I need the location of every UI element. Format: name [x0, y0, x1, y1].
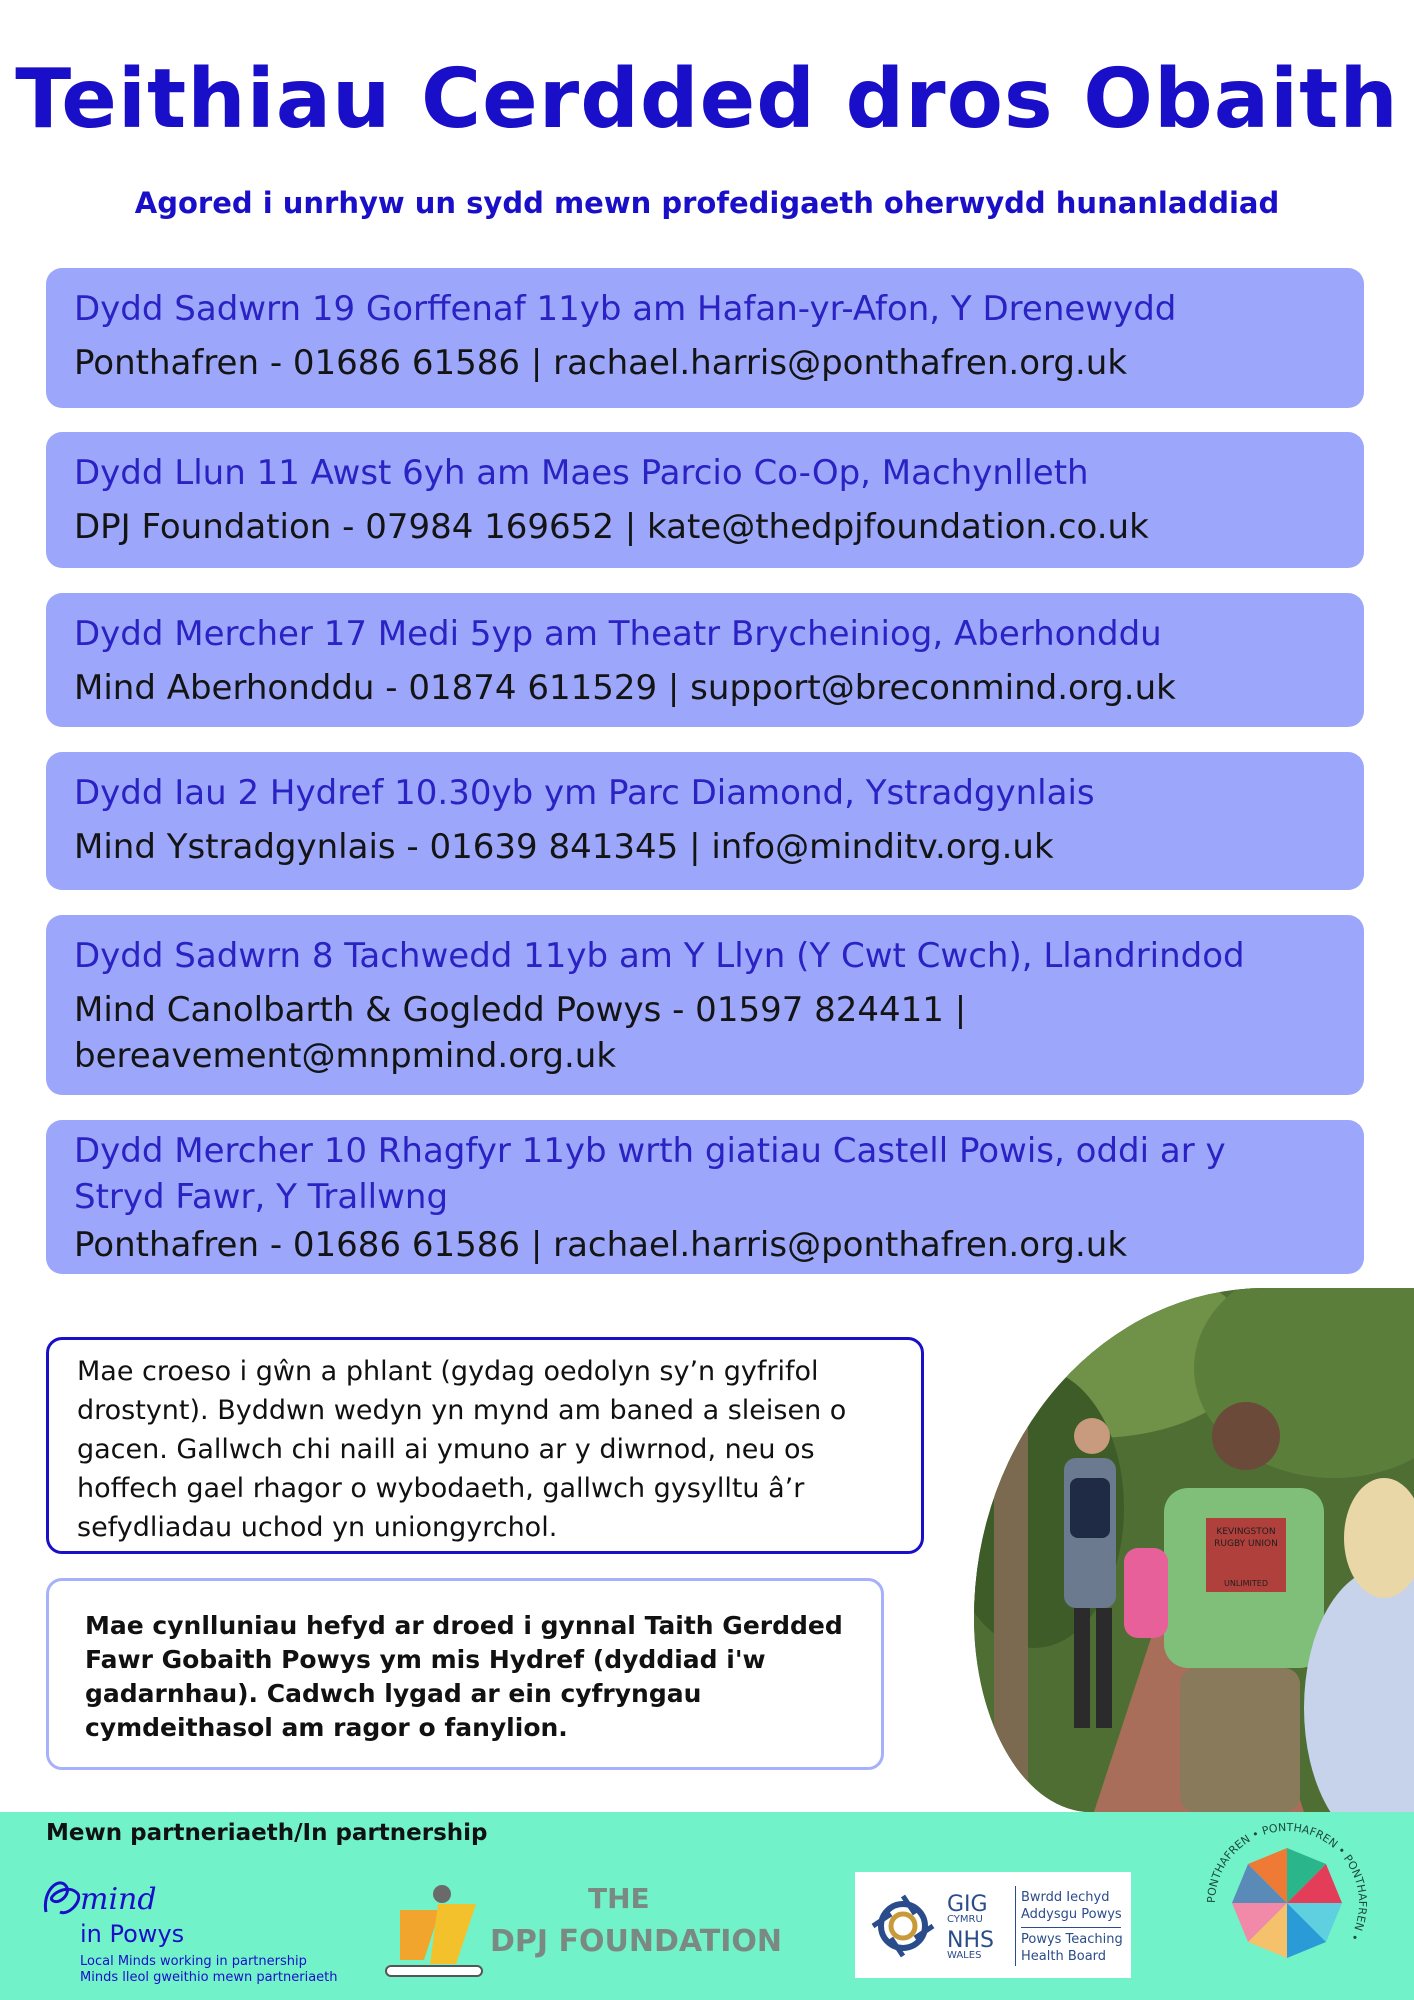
nhs-board-en: Health Board	[1021, 1949, 1107, 1964]
mind-logo-icon	[38, 1872, 84, 1932]
event-contact: Ponthafren - 01686 61586 | rachael.harris@ponthafren.org.uk	[74, 343, 1128, 383]
nhs-divider	[1015, 1886, 1016, 1966]
shirt-text-line: UNLIMITED	[1223, 1579, 1269, 1588]
ponthafren-ring-path: PONTHAFREN • PONTHAFREN • PONTHAFREN •	[1204, 1820, 1370, 1943]
nhs-board-cy: Addysgu Powys	[1021, 1907, 1122, 1922]
event-contact-line: bereavement@mnpmind.org.uk	[74, 1036, 617, 1076]
event-contact: Mind Ystradgynlais - 01639 841345 | info@minditv.org.uk	[74, 827, 1054, 867]
partner-label: Mewn partneriaeth/In partnership	[46, 1820, 488, 1846]
event-contact: DPJ Foundation - 07984 169652 | kate@thedpjfoundation.co.uk	[74, 507, 1149, 547]
event-card	[46, 432, 1364, 568]
event-when-line: Dydd Mercher 10 Rhagfyr 11yb wrth giatiau Castell Powis, oddi ar y	[74, 1131, 1226, 1171]
page-subtitle: Agored i unrhyw un sydd mewn profedigaeth oherwydd hunanladdiad	[134, 186, 1280, 220]
event-card	[46, 752, 1364, 890]
page-title: Teithiau Cerdded dros Obaith	[15, 52, 1399, 147]
event-when: Dydd Mercher 17 Medi 5yp am Theatr Brycheiniog, Aberhonddu	[74, 614, 1162, 654]
mind-in-powys-logo	[38, 1872, 358, 1985]
dpj-foundation-logo	[380, 1880, 800, 1980]
event-contact: Mind Aberhonddu - 01874 611529 | support@breconmind.org.uk	[74, 668, 1176, 708]
event-when-line: Stryd Fawr, Y Trallwng	[74, 1177, 449, 1217]
event-when: Dydd Sadwrn 19 Gorffenaf 11yb am Hafan-yr-Afon, Y Drenewydd	[74, 289, 1177, 329]
ponthafren-emblem	[1202, 1818, 1372, 1988]
event-when: Dydd Llun 11 Awst 6yh am Maes Parcio Co-Op, Machynlleth	[74, 453, 1089, 493]
shirt-text-line: RUGBY UNION	[1214, 1539, 1278, 1549]
event-card	[46, 915, 1364, 1095]
welcome-note: Mae croeso i gŵn a phlant (gydag oedolyn sy’n gyfrifol drostynt). Byddwn wedyn yn mynd am baned a sleisen o gacen. Gallwch chi naill ai ymuno ar y diwrnod, neu os hoffech gael rhagor o wybodaeth, gallwch gysylltu â’r sefydliadau uchod yn uniongyrchol.	[46, 1337, 924, 1554]
nhs-wales: WALES	[947, 1950, 982, 1961]
event-when	[74, 1128, 1336, 1220]
nhs-gig: GIG	[947, 1892, 988, 1917]
nhs-emblem-icon	[863, 1886, 943, 1966]
nhs-board-cy: Bwrdd Iechyd	[1021, 1890, 1110, 1905]
event-card	[46, 593, 1364, 727]
event-card	[46, 1120, 1364, 1274]
nhs-nhs: NHS	[947, 1928, 994, 1953]
shirt-text-line: KEVINGSTON	[1216, 1527, 1276, 1537]
event-when: Dydd Sadwrn 8 Tachwedd 11yb am Y Llyn (Y Cwt Cwch), Llandrindod	[74, 936, 1245, 976]
event-card	[46, 268, 1364, 408]
mind-name: mind	[80, 1882, 157, 1917]
event-contact	[74, 987, 1336, 1079]
plans-note: Mae cynlluniau hefyd ar droed i gynnal Taith Gerdded Fawr Gobaith Powys ym mis Hydref (dyddiad i'w gadarnhau). Cadwch lygad ar ein cyfryngau cymdeithasol am ragor o fanylion.	[46, 1578, 884, 1770]
dpj-logo-icon	[380, 1880, 490, 1980]
event-when: Dydd Iau 2 Hydref 10.30yb ym Parc Diamond, Ystradgynlais	[74, 773, 1095, 813]
mind-place: in Powys	[80, 1920, 185, 1948]
nhs-powys-logo	[855, 1872, 1131, 1978]
nhs-board-en: Powys Teaching	[1021, 1932, 1123, 1947]
nhs-cymru: CYMRU	[947, 1914, 983, 1925]
event-contact: Ponthafren - 01686 61586 | rachael.harris@ponthafren.org.uk	[74, 1225, 1128, 1265]
event-contact-line: Mind Canolbarth & Gogledd Powys - 01597 824411 |	[74, 990, 967, 1030]
dpj-name: DPJ FOUNDATION	[490, 1924, 782, 1959]
mind-tagline-cy: Minds lleol gweithio mewn partneriaeth	[80, 1970, 338, 1985]
nhs-rule	[1021, 1927, 1121, 1928]
dpj-the: THE	[588, 1882, 650, 1915]
mind-tagline-en: Local Minds working in partnership	[80, 1954, 307, 1969]
ponthafren-logo	[1202, 1818, 1372, 1988]
walkers-illustration	[974, 1288, 1414, 1812]
walkers-photo	[974, 1288, 1414, 1812]
